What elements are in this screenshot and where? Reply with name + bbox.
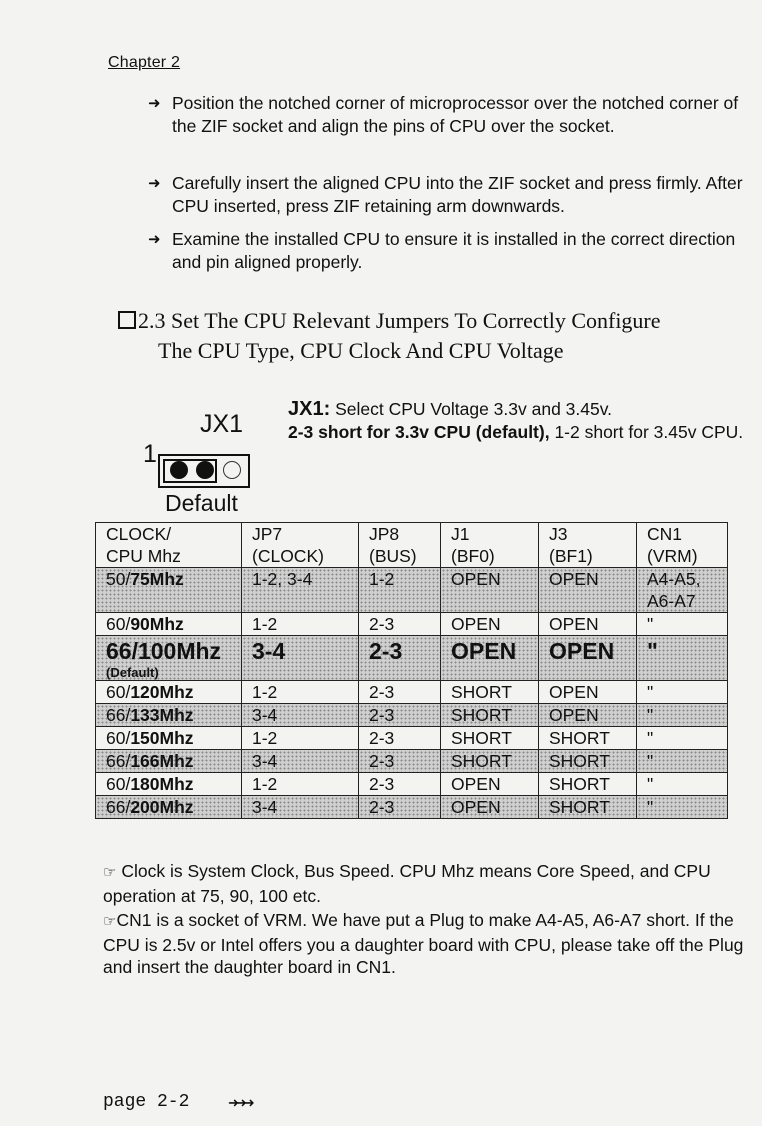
- jumper-pin: [196, 461, 214, 479]
- table-header: JP7 (CLOCK): [242, 523, 359, 568]
- right-arrow-icon: ➜: [148, 95, 161, 112]
- table-header: J1 (BF0): [441, 523, 539, 568]
- table-row: 66/200Mhz 3-4 2-3 OPEN SHORT ": [96, 796, 728, 819]
- section-title: 2.3 Set The CPU Relevant Jumpers To Correctly Configure The CPU Type, CPU Clock And CPU Voltage: [138, 308, 661, 363]
- pointing-hand-icon: ☞: [103, 864, 117, 881]
- page-number: page 2-2: [103, 1092, 190, 1112]
- table-header: CN1 (VRM): [637, 523, 728, 568]
- pin-one-label: 1: [143, 440, 157, 468]
- note-item: ☞CN1 is a socket of VRM. We have put a Plug to make A4-A5, A6-A7 short. If the CPU is 2.5v or Intel offers you a daughter board with CPU, please take off the Plug and insert the daughter board in CN1.: [103, 910, 744, 977]
- table-row: 60/180Mhz 1-2 2-3 OPEN SHORT ": [96, 773, 728, 796]
- note-item: ☞ Clock is System Clock, Bus Speed. CPU Mhz means Core Speed, and CPU operation at 75, 90, 100 etc.: [103, 861, 711, 906]
- table-header: JP8 (BUS): [359, 523, 441, 568]
- bullet-item: ➜ Examine the installed CPU to ensure it is installed in the correct direction and pin aligned properly.: [148, 229, 736, 272]
- table-row: 50/75Mhz 1-2, 3-4 1-2 OPEN OPEN A4-A5, A6-A7: [96, 568, 728, 613]
- bullet-item: ➜ Carefully insert the aligned CPU into the ZIF socket and press firmly. After CPU inserted, press ZIF retaining arm downwards.: [148, 173, 743, 216]
- checkbox-icon: [118, 311, 136, 329]
- pointing-hand-icon: ☞: [103, 913, 117, 930]
- jumper-pin: [223, 461, 241, 479]
- table-row: 60/90Mhz 1-2 2-3 OPEN OPEN ": [96, 613, 728, 636]
- table-row: 66/166Mhz 3-4 2-3 SHORT SHORT ": [96, 750, 728, 773]
- table-row: 66/133Mhz 3-4 2-3 SHORT OPEN ": [96, 704, 728, 727]
- bullet-item: ➜ Position the notched corner of microprocessor over the notched corner of the ZIF socket and align the pins of CPU over the socket.: [148, 93, 739, 136]
- chapter-header: Chapter 2: [108, 54, 181, 71]
- table-header: J3 (BF1): [539, 523, 637, 568]
- table-header: CLOCK/ CPU Mhz: [96, 523, 242, 568]
- jumper-pin: [170, 461, 188, 479]
- table-header-row: [96, 523, 728, 568]
- table-row-default: 66/100Mhz (Default) 3-4 2-3 OPEN OPEN ": [96, 636, 728, 681]
- notes: [103, 860, 753, 981]
- table-row: 60/120Mhz 1-2 2-3 SHORT OPEN ": [96, 681, 728, 704]
- table-row: 60/150Mhz 1-2 2-3 SHORT SHORT ": [96, 727, 728, 750]
- right-arrow-icon: ➜: [148, 231, 161, 248]
- next-page-arrows-icon: ➜➜➜: [228, 1095, 252, 1110]
- jumper-diagram: [158, 454, 250, 488]
- default-label: Default: [165, 490, 238, 516]
- jumper-description: JX1: Select CPU Voltage 3.3v and 3.45v. 2-3 short for 3.3v CPU (default), 1-2 short for 3.45v CPU.: [288, 398, 744, 442]
- jumper-name: JX1: [200, 410, 244, 438]
- right-arrow-icon: ➜: [148, 175, 161, 192]
- jumper-table: [95, 522, 728, 819]
